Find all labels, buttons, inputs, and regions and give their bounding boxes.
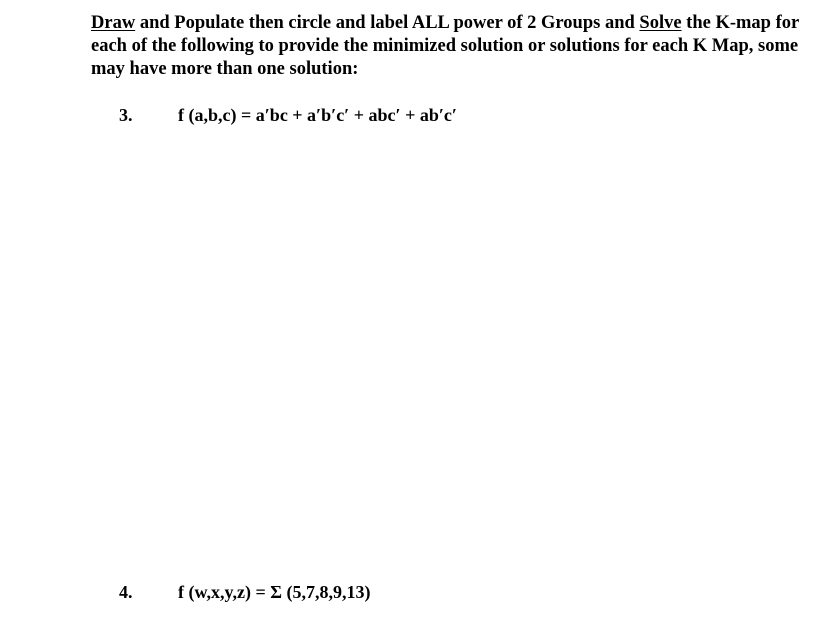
problem-4-number: 4. (119, 582, 133, 602)
instruction-draw-word: Draw (91, 13, 136, 33)
instructions-paragraph (91, 12, 813, 81)
problem-3-expression: f (a,b,c) = a′bc + a′b′c′ + abc′ + ab′c′ (178, 105, 457, 125)
problem-3-number: 3. (119, 105, 133, 125)
instruction-text-part2: the K-map for each of the following to provide the minimized solution or solutions for each K Map, some may have more than one solution: (91, 13, 799, 79)
problem-4-expression: f (w,x,y,z) = Σ (5,7,8,9,13) (178, 582, 371, 602)
instruction-solve-word: Solve (639, 13, 682, 33)
instruction-text-part1: and Populate then circle and label ALL power of 2 Groups and (135, 13, 640, 33)
